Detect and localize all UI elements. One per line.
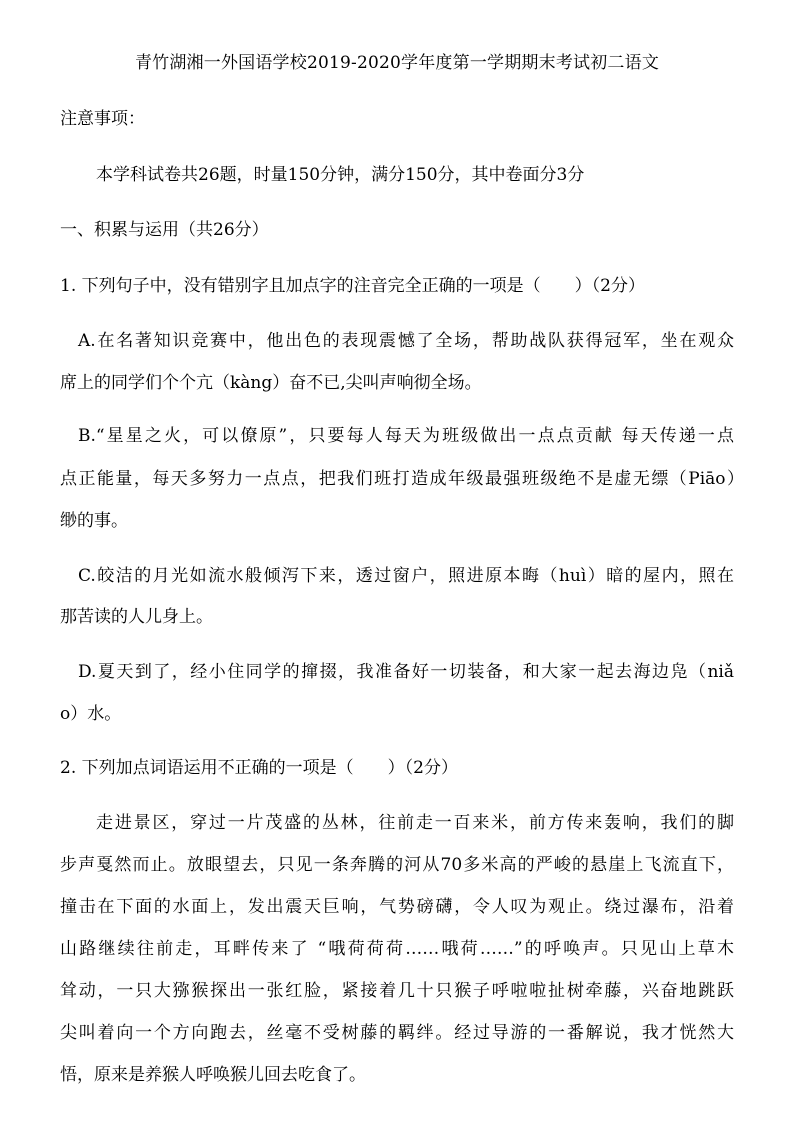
passage-line: 走进景区，穿过一片茂盛的丛林，往前走一百来米，前方传来轰响，我们的脚 <box>96 813 734 833</box>
passage-line: 悟，原来是养猴人呼唤猴儿回去吃食了。 <box>60 1065 366 1085</box>
question-1-stem: 1. 下列句子中，没有错别字且加点字的注音完全正确的一项是（ ）（2分） <box>60 276 645 296</box>
passage-line: 尖叫着向一个方向跑去，丝毫不受树藤的羁绊。经过导游的一番解说，我才恍然大 <box>60 1023 734 1043</box>
question-1-option-b: B.“星星之火，可以僚原”，只要每人每天为班级做出一点点贡献 每天传递一点 <box>78 426 734 446</box>
section-heading: 一、积累与运用（共26分） <box>60 220 269 240</box>
exam-title: 青竹湖湘一外国语学校2019-2020学年度第一学期期末考试初二语文 <box>134 53 660 73</box>
passage-line: 撞击在下面的水面上，发出震天巨响，气势磅礴，令人叹为观止。绕过瀑布，沿着 <box>60 897 734 917</box>
question-1-option-c: C.皎洁的月光如流水般倾泻下来，透过窗户，照进原本晦（huì）暗的屋内，照在 <box>78 566 734 586</box>
passage-line: 耸动，一只大猕猴探出一张红脸，紧接着几十只猴子呼啦啦扯树牵藤，兴奋地跳跃 <box>60 981 734 1001</box>
question-1-option-c-cont: 那苦读的人儿身上。 <box>60 607 213 627</box>
question-1-option-b-cont: 点正能量，每天多努力一点点，把我们班打造成年级最强班级绝不是虚无缥（Piāo） <box>60 469 744 489</box>
question-1-option-a: A.在名著知识竞赛中，他出色的表现震憾了全场，帮助战队获得冠军，坐在观众 <box>78 331 734 351</box>
question-2-stem: 2. 下列加点词语运用不正确的一项是（ ）（2分） <box>60 758 458 778</box>
question-1-option-d-cont: o）水。 <box>60 704 122 724</box>
question-1-option-d: D.夏天到了，经小住同学的撺掇，我准备好一切装备，和大家一起去海边凫（niǎ <box>78 662 734 682</box>
notice-heading: 注意事项： <box>60 109 145 129</box>
passage-line: 山路继续往前走，耳畔传来了 “哦荷荷荷……哦荷……”的呼唤声。只见山上草木 <box>60 939 734 959</box>
question-1-option-a-cont: 席上的同学们个个亢（kàng）奋不已,尖叫声响彻全场。 <box>60 373 482 393</box>
notice-text: 本学科试卷共26题，时量150分钟，满分150分，其中卷面分3分 <box>96 165 585 185</box>
question-1-option-b-end: 缈的事。 <box>60 511 128 531</box>
passage-line: 步声戛然而止。放眼望去，只见一条奔腾的河从70多米高的严峻的悬崖上飞流直下， <box>60 855 734 875</box>
